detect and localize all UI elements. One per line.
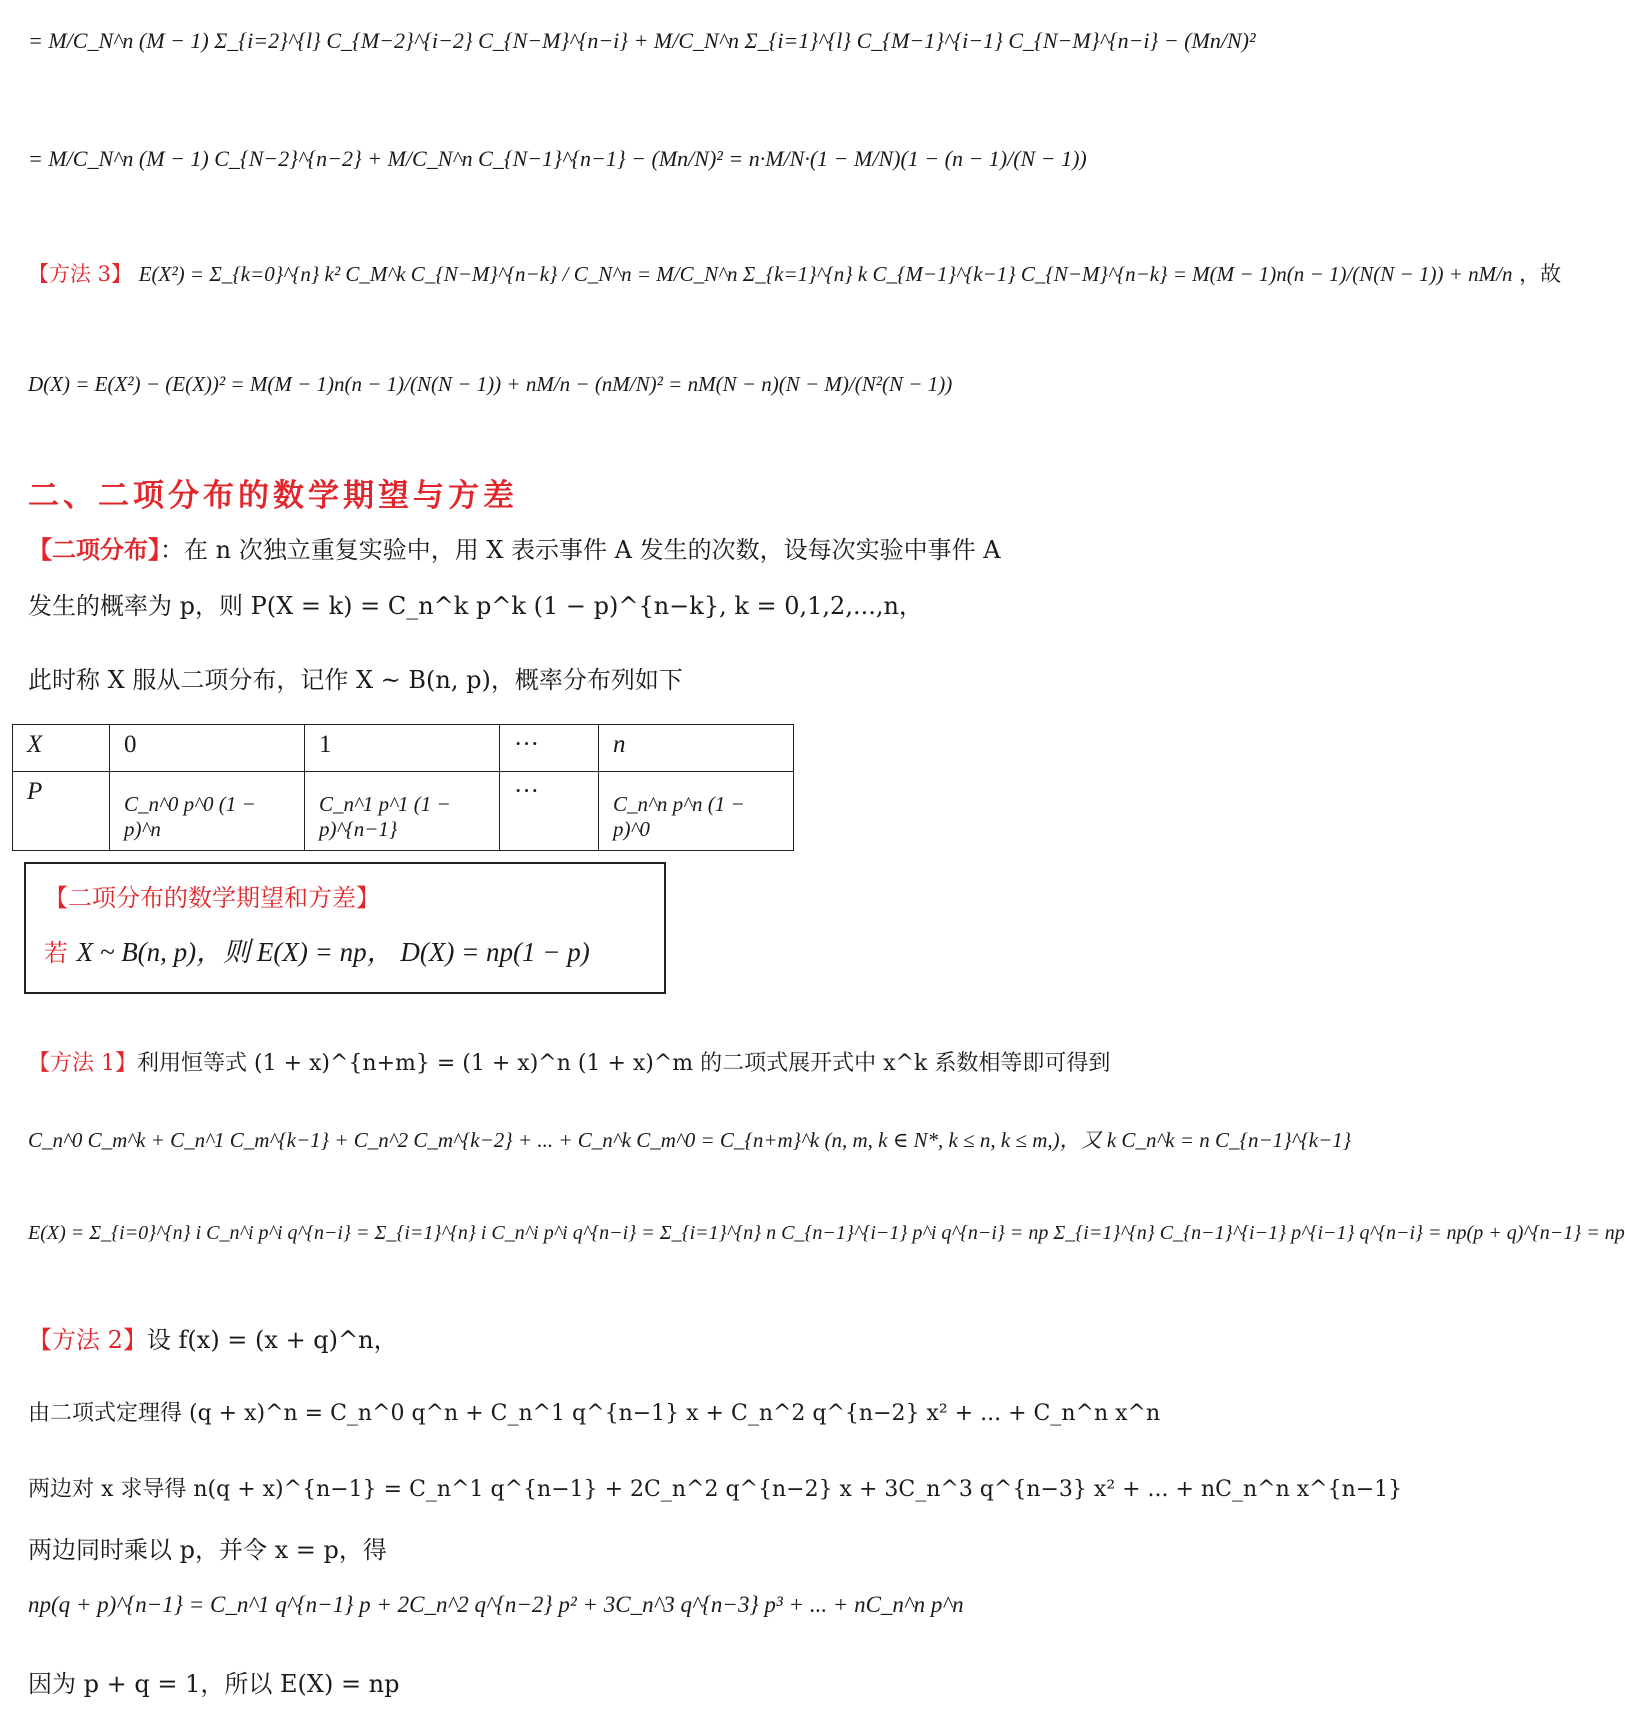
table-cell: ···	[500, 772, 599, 851]
method1-intro	[28, 1046, 1110, 1077]
method1-expectation: E(X) = Σ_{i=0}^{n} i C_n^i p^i q^{n−i} = Σ_{i=1}^{n} i C_n^i p^i q^{n−i} = Σ_{i=1}^{n} n C_{n−1}^{i−1} p^i q^{n−i} = np Σ_{i=1}^{n} C_{n−1}^{i−1} p^{i−1} q^{n−i} = np(p + q)^{n−1} = np	[28, 1222, 1625, 1244]
binomial-text-1: ：在 n 次独立重复实验中，用 X 表示事件 A 发生的次数，设每次实验中事件 A	[160, 536, 1001, 564]
method2-intro	[28, 1320, 398, 1355]
binomial-distribution-table	[12, 724, 794, 851]
method1-tag: 【方法 1】	[28, 1051, 137, 1076]
method3-expectation: E(X²) = Σ_{k=0}^{n} k² C_M^k C_{N−M}^{n−k} / C_N^n = M/C_N^n Σ_{k=1}^{n} k C_{M−1}^{k−1} C_{N−M}^{n−k} = M(M − 1)n(n − 1)/(N(N − 1)) + nM/n	[138, 262, 1513, 286]
binomial-text-3: 此时称 X 服从二项分布，记作 X ~ B(n, p)，概率分布列如下	[28, 666, 683, 694]
binomial-tag: 【二项分布】	[28, 535, 160, 564]
method2-line-1: 由二项式定理得 (q + x)^n = C_n^0 q^n + C_n^1 q^{n−1} x + C_n^2 q^{n−2} x² + ... + C_n^n x^n	[28, 1401, 1161, 1426]
table-cell: ···	[500, 725, 599, 772]
binomial-definition	[28, 530, 1001, 565]
table-row	[13, 772, 794, 851]
method2-tag: 【方法 2】	[28, 1326, 147, 1354]
table-cell-value: C_n^0 p^0 (1 − p)^n	[124, 792, 256, 841]
box-body	[44, 930, 590, 969]
method3-suffix: ，故	[1519, 262, 1562, 286]
derivation-line-1: = M/C_N^n (M − 1) Σ_{i=2}^{l} C_{M−2}^{i−2} C_{N−M}^{n−i} + M/C_N^n Σ_{i=1}^{l} C_{M−1}^{i−1} C_{N−M}^{n−i} − (Mn/N)²	[28, 28, 1256, 53]
method2-line-3: 两边同时乘以 p，并令 x = p，得	[28, 1536, 387, 1564]
table-cell: 1	[305, 725, 500, 772]
table-cell	[599, 772, 794, 851]
method2-conclusion: 因为 p + q = 1，所以 E(X) = np	[28, 1670, 400, 1698]
table-cell	[110, 772, 305, 851]
table-cell-value: C_n^n p^n (1 − p)^0	[613, 792, 745, 841]
box-title: 【二项分布的数学期望和方差】	[44, 884, 380, 912]
table-cell: P	[13, 772, 110, 851]
table-header-row	[13, 725, 794, 772]
method2-line-4: np(q + p)^{n−1} = C_n^1 q^{n−1} p + 2C_n^2 q^{n−2} p² + 3C_n^3 q^{n−3} p³ + ... + nC_n^n p^n	[28, 1592, 964, 1617]
method3-tag: 【方法 3】	[28, 262, 133, 286]
method3-formula	[28, 258, 1561, 288]
method3-variance: D(X) = E(X²) − (E(X))² = M(M − 1)n(n − 1)/(N(N − 1)) + nM/n − (nM/N)² = nM(N − n)(N − M)/(N²(N − 1))	[28, 372, 953, 396]
table-cell: n	[599, 725, 794, 772]
binomial-text-2: 发生的概率为 p，则 P(X = k) = C_n^k p^k (1 − p)^{n−k}, k = 0,1,2,...,n，	[28, 592, 923, 620]
table-cell: 0	[110, 725, 305, 772]
method1-text: 利用恒等式 (1 + x)^{n+m} = (1 + x)^n (1 + x)^m 的二项式展开式中 x^k 系数相等即可得到	[137, 1051, 1111, 1076]
table-cell: X	[13, 725, 110, 772]
section-title: 二、二项分布的数学期望与方差	[28, 478, 518, 514]
table-cell	[305, 772, 500, 851]
method1-identity: C_n^0 C_m^k + C_n^1 C_m^{k−1} + C_n^2 C_m^{k−2} + ... + C_n^k C_m^0 = C_{n+m}^k (n, m, k ∈ N*, k ≤ n, k ≤ m,)，又 k C_n^k = n C_{n−1}^{k−1}	[28, 1128, 1352, 1152]
box-formula: X ~ B(n, p)，则 E(X) = np， D(X) = np(1 − p)	[76, 937, 590, 967]
method2-text: 设 f(x) = (x + q)^n，	[146, 1326, 398, 1354]
box-lead: 若	[44, 939, 68, 967]
table-cell-value: C_n^1 p^1 (1 − p)^{n−1}	[319, 792, 451, 841]
expectation-variance-box	[24, 862, 666, 994]
method2-line-2: 两边对 x 求导得 n(q + x)^{n−1} = C_n^1 q^{n−1} + 2C_n^2 q^{n−2} x + 3C_n^3 q^{n−3} x² + ... + nC_n^n x^{n−1}	[28, 1477, 1403, 1502]
derivation-line-2: = M/C_N^n (M − 1) C_{N−2}^{n−2} + M/C_N^n C_{N−1}^{n−1} − (Mn/N)² = n·M/N·(1 − M/N)(1 − (n − 1)/(N − 1))	[28, 146, 1087, 171]
